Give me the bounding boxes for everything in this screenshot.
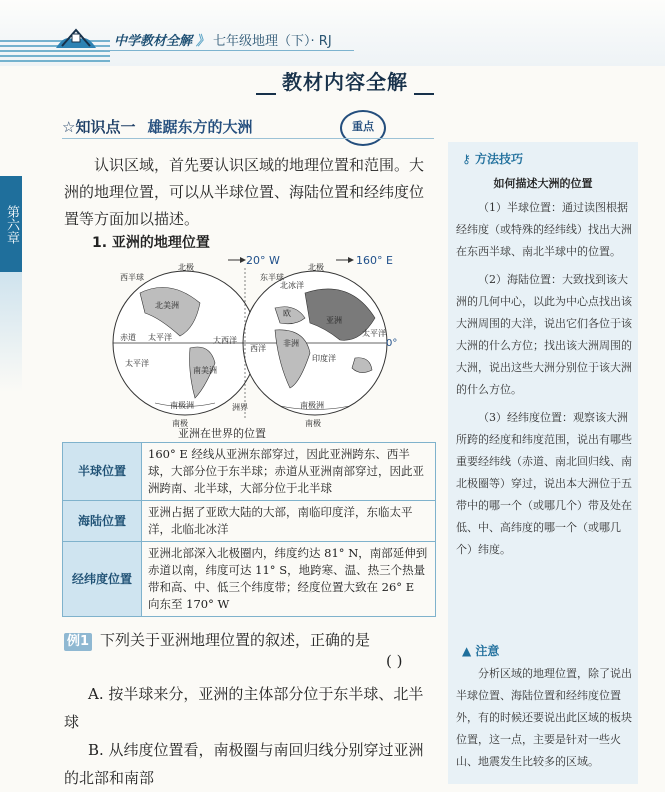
north-america-label: 北美洲: [155, 301, 179, 310]
subheading: 1. 亚洲的地理位置: [92, 235, 210, 251]
row-key: 经纬度位置: [63, 542, 142, 617]
tip-paragraph: （2）海陆位置：大致找到该大洲的几何中心，以此为中心点找出该大洲周围的大洋，说出它们各位于该大洲的什么方位；找出该大洲周围的大洲，说出这些大洲分别位于该大洲的什么方位。: [456, 273, 632, 396]
row-value: 亚洲北部深入北极圈内，纬度约达 81° N，南部延伸到赤道以南，纬度可达 11° S，地跨寒、温、热三个热量带和高、中、低三个纬度带；经度位置大致在 26° E 向东至 170° W: [142, 542, 436, 617]
indian-ocean-label: 印度洋: [312, 354, 336, 363]
table-row: [63, 542, 436, 617]
arctic-ocean-label: 北冰洋: [280, 281, 304, 290]
book-logo-icon: [52, 24, 100, 54]
table-row: [63, 501, 436, 542]
table-row: [63, 443, 436, 501]
header-rule: [104, 50, 354, 51]
atlantic-left-label: 大西洋: [213, 336, 237, 345]
question-stem: 下列关于亚洲地理位置的叙述，正确的是: [100, 631, 371, 649]
western-hemisphere-label: 西半球: [120, 273, 144, 282]
note-text: 分析区域的地理位置，除了说出半球位置、海陆位置和经纬度位置外，有的时候还要说出此区域的板块位置，这一点，主要是针对一些火山、地震发生比较多的区域。: [456, 667, 632, 768]
europe-label: 欧: [283, 309, 291, 318]
equator-degree-label: 0°: [386, 338, 398, 349]
key-point-badge: 重点: [340, 110, 386, 146]
method-title: 方法技巧: [474, 152, 523, 166]
chapter-tab-fade: [0, 272, 22, 392]
intro-paragraph: 认识区域，首先要认识区域的地理位置和范围。大洲的地理位置，可以从半球位置、海陆位置和经纬度位置等方面加以描述。: [64, 156, 425, 228]
south-pole-label: 南极: [172, 419, 188, 428]
pacific-right-label: 太平洋: [362, 329, 386, 338]
north-pole-label: 北极: [178, 263, 194, 272]
note-panel: [448, 634, 638, 784]
tip-paragraph: （1）半球位置：通过读图根据经纬度（或特殊的经纬线）找出大洲在东西半球、南北半球中的位置。: [456, 201, 632, 258]
knowledge-point-name: 雄踞东方的大洲: [147, 118, 253, 136]
row-value: 亚洲占据了亚欧大陆的大部，南临印度洋，东临太平洋，北临北冰洋: [142, 501, 436, 542]
knowledge-point-heading: [62, 116, 252, 137]
continent-boundary-label: 洲界: [232, 403, 248, 412]
pacific-south-label: 太平洋: [125, 359, 149, 368]
equator-label: 赤道: [120, 333, 136, 342]
eastern-hemisphere-label: 东半球: [260, 273, 284, 282]
west-meridian-label: 20° W: [246, 254, 280, 267]
antarctica-left-label: 南极洲: [170, 401, 194, 410]
antarctica-right-label: 南极洲: [300, 401, 324, 410]
note-title: 注意: [475, 644, 500, 658]
east-meridian-label: 160° E: [356, 254, 393, 267]
world-map-figure: [100, 248, 400, 448]
row-value: 160° E 经线从亚洲东部穿过，因此亚洲跨东、西半球，大部分位于东半球；赤道从亚洲南部穿过，因此亚洲跨南、北半球，大部分位于北半球: [142, 443, 436, 501]
south-pole-label-right: 南极: [305, 419, 321, 428]
key-icon: ⚷: [462, 152, 471, 166]
position-table: [62, 442, 436, 617]
header-separator: 》: [196, 34, 210, 49]
example-tag: 例1: [64, 633, 92, 651]
north-pole-label-right: 北极: [308, 263, 324, 272]
pacific-left-label: 太平洋: [148, 333, 172, 342]
star-icon: ☆: [62, 118, 76, 136]
row-key: 半球位置: [63, 443, 142, 501]
knowledge-point-label: 知识点一: [75, 118, 136, 136]
hemisphere-map: [100, 248, 400, 428]
asia-label: 亚洲: [326, 316, 342, 325]
header-title: [114, 30, 332, 49]
map-caption: 亚洲在世界的位置: [178, 427, 266, 440]
atlantic-right-label: 西洋: [250, 344, 266, 353]
option-a: A. 按半球来分，亚洲的主体部分位于东半球、北半球: [64, 685, 424, 731]
book-name: 七年级地理（下）· RJ: [213, 34, 332, 49]
chapter-tab: 第六章: [0, 176, 22, 272]
method-heading: [462, 150, 638, 167]
south-america-label: 南美洲: [193, 366, 217, 375]
heading-underline: [62, 138, 434, 139]
africa-label: 非洲: [283, 339, 299, 348]
warning-icon: ▲: [462, 644, 472, 658]
tip-paragraph: （3）经纬度位置：观察该大洲所跨的经度和纬度范围，说出有哪些重要经纬线（赤道、南北回归线、南北极圈等）穿过，说出本大洲位于五带中的哪一个（或哪几个）带及处在低、中、高纬度的哪一个（或哪几个）纬度。: [456, 411, 632, 556]
example-question: [64, 626, 438, 654]
option-b: B. 从纬度位置看，南极圈与南回归线分别穿过亚洲的北部和南部: [64, 741, 424, 787]
section-title: 教材内容全解: [250, 66, 440, 95]
note-heading: [462, 642, 638, 659]
answer-parentheses: ( ): [386, 652, 403, 670]
row-key: 海陆位置: [63, 501, 142, 542]
series-name: 中学教材全解: [114, 34, 193, 49]
method-subtitle: 如何描述大洲的位置: [493, 177, 593, 190]
method-tips-panel: [448, 142, 638, 642]
